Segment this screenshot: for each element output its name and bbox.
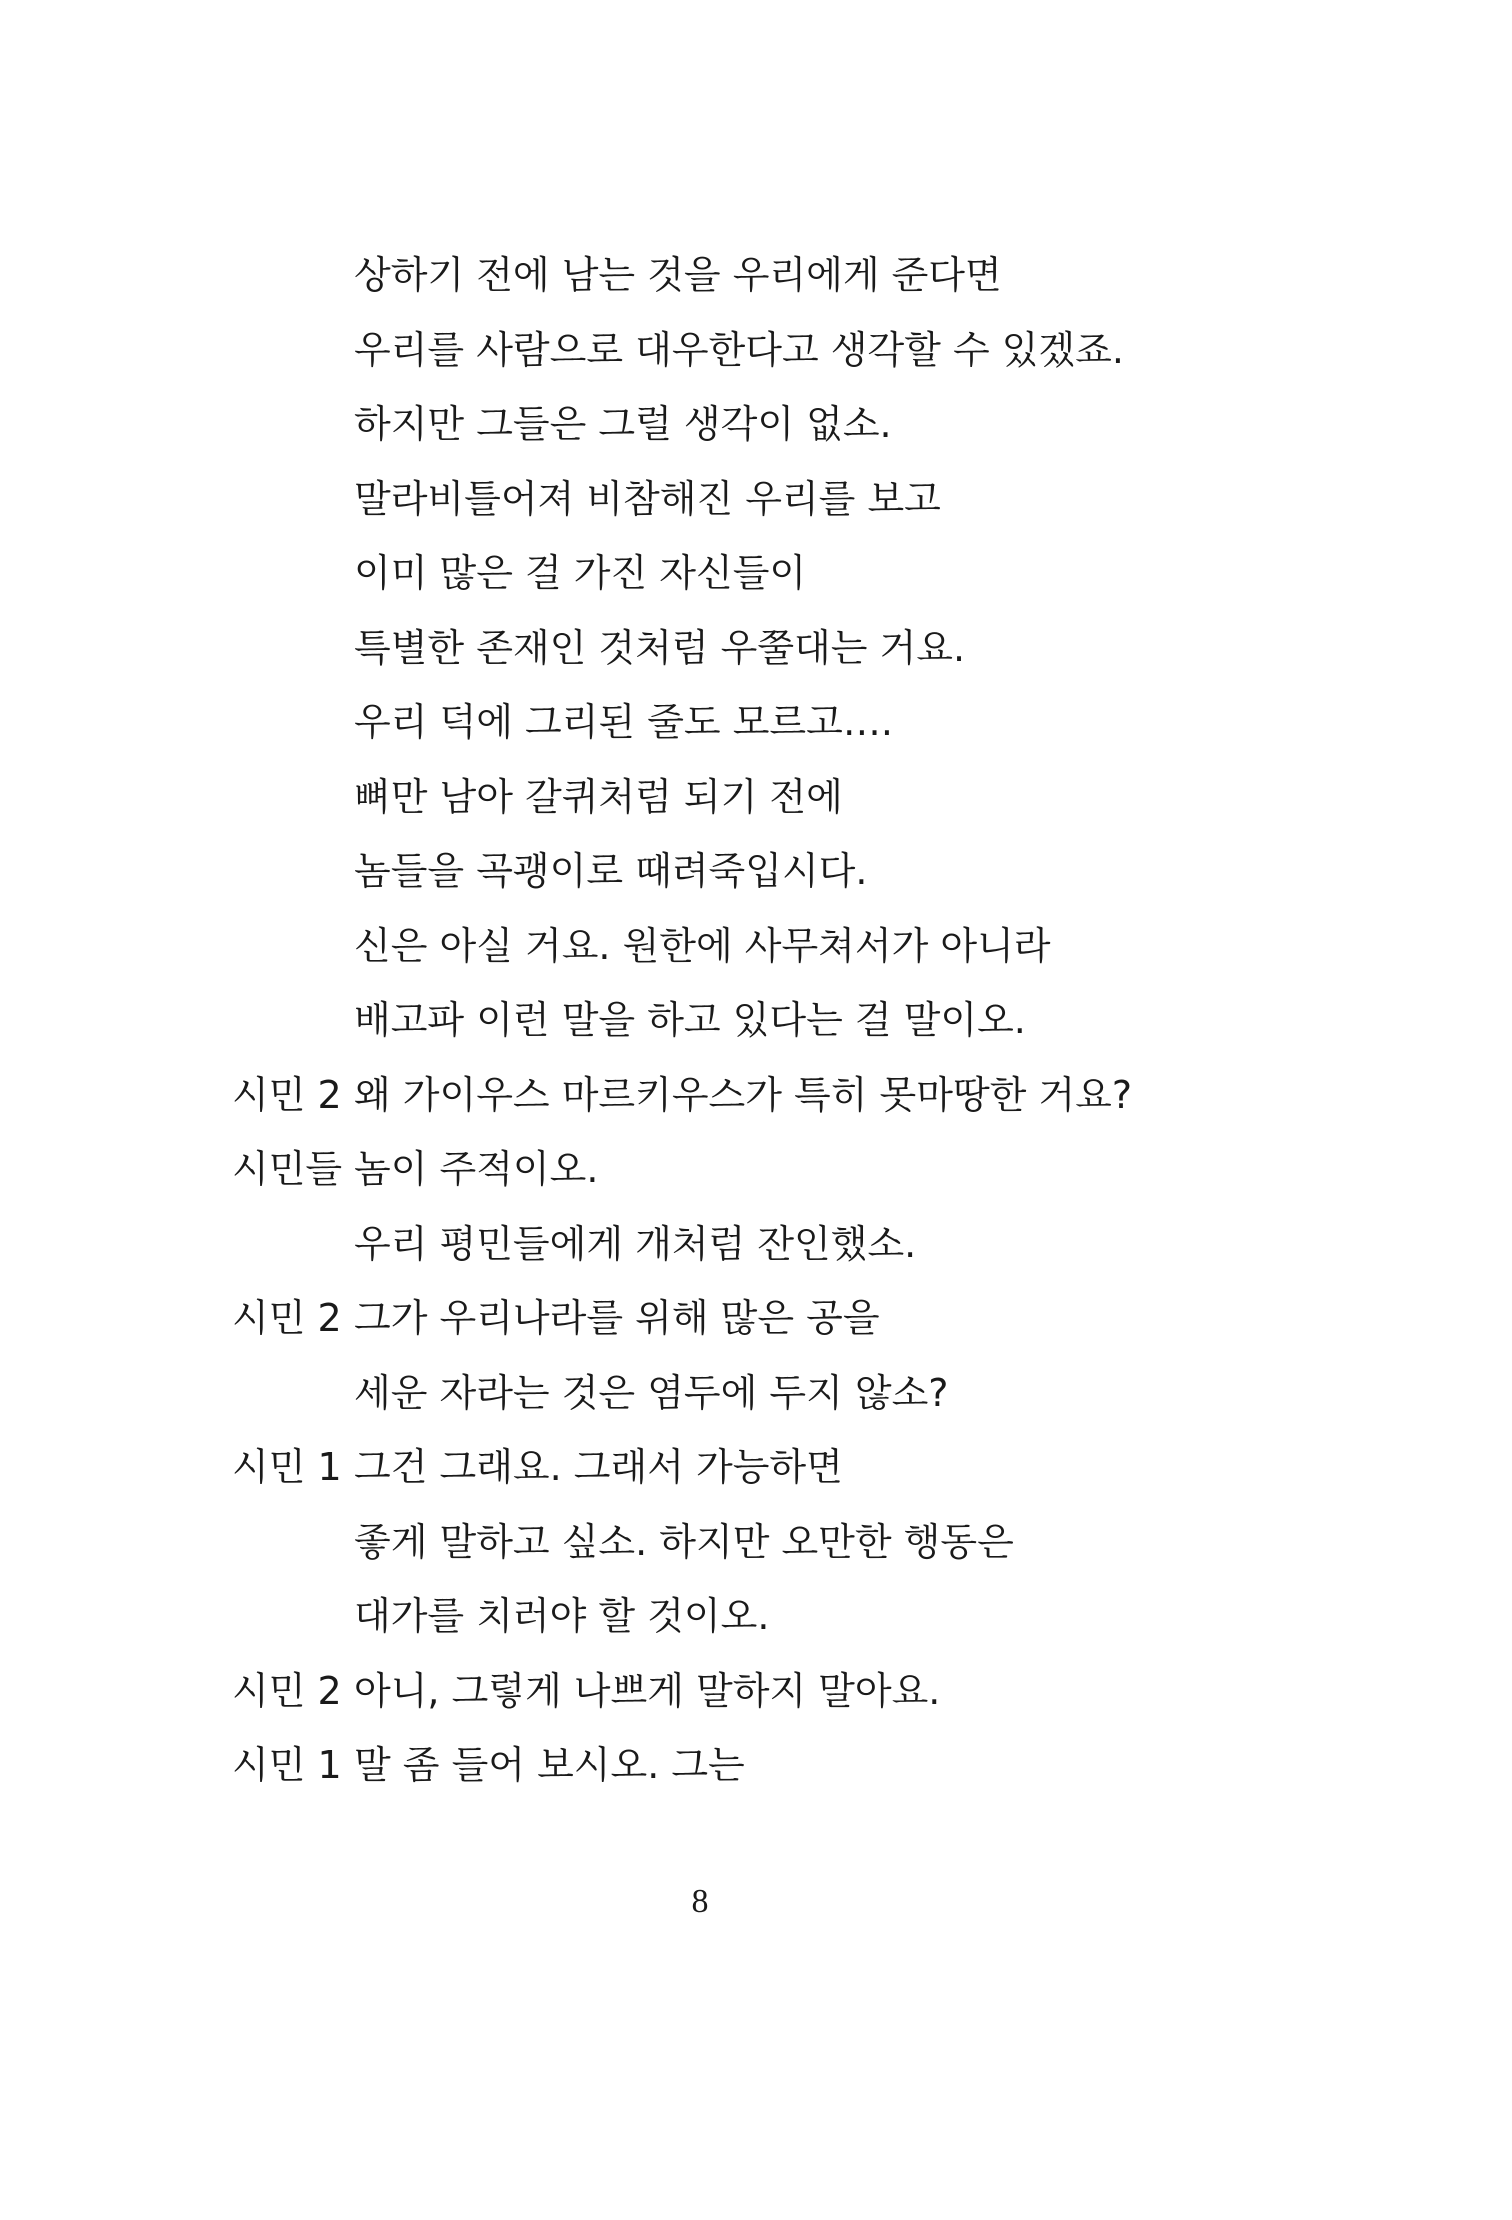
speaker-name: 시민들 [232, 1147, 343, 1191]
dialogue-text: 배고파 이런 말을 하고 있다는 걸 말이오. [354, 998, 1026, 1042]
page-number: 8 [691, 1883, 709, 1920]
speaker-name: 시민 1 [232, 1743, 342, 1787]
dialogue-line [0, 1512, 1512, 1587]
speaker-name: 시민 1 [232, 1445, 342, 1489]
dialogue-line [0, 841, 1512, 916]
dialogue-line [0, 1586, 1512, 1661]
dialogue-line [0, 320, 1512, 395]
dialogue-line [0, 1661, 1512, 1736]
dialogue-line [0, 692, 1512, 767]
dialogue-text: 아니, 그렇게 나쁘게 말하지 말아요. [354, 1668, 941, 1713]
dialogue-line [0, 543, 1512, 618]
speaker-name: 시민 2 [232, 1668, 342, 1713]
dialogue-text: 그건 그래요. 그래서 가능하면 [354, 1445, 843, 1489]
script-dialogue [0, 245, 1512, 1810]
dialogue-text: 세운 자라는 것은 염두에 두지 않소? [354, 1370, 949, 1415]
speaker-name: 시민 2 [232, 1072, 342, 1117]
dialogue-text: 하지만 그들은 그럴 생각이 없소. [354, 402, 892, 446]
dialogue-text: 말라비틀어져 비참해진 우리를 보고 [354, 476, 941, 521]
dialogue-text: 상하기 전에 남는 것을 우리에게 준다면 [354, 253, 1002, 297]
dialogue-line [0, 1363, 1512, 1438]
dialogue-text: 특별한 존재인 것처럼 우쭐대는 거요. [354, 625, 966, 670]
dialogue-text: 왜 가이우스 마르키우스가 특히 못마땅한 거요? [354, 1072, 1133, 1117]
dialogue-line [0, 1139, 1512, 1214]
dialogue-line [0, 1065, 1512, 1140]
dialogue-text: 놈들을 곡괭이로 때려죽입시다. [354, 849, 868, 893]
dialogue-text: 우리 평민들에게 개처럼 잔인했소. [354, 1221, 917, 1266]
dialogue-line [0, 394, 1512, 469]
dialogue-text: 말 좀 들어 보시오. 그는 [354, 1743, 745, 1787]
dialogue-line [0, 767, 1512, 842]
dialogue-text: 이미 많은 걸 가진 자신들이 [354, 551, 807, 595]
dialogue-line [0, 1735, 1512, 1810]
dialogue-line [0, 1288, 1512, 1363]
dialogue-text: 우리를 사람으로 대우한다고 생각할 수 있겠죠. [354, 327, 1124, 372]
dialogue-text: 신은 아실 거요. 원한에 사무쳐서가 아니라 [354, 923, 1051, 968]
dialogue-text: 놈이 주적이오. [354, 1147, 599, 1191]
dialogue-line [0, 990, 1512, 1065]
dialogue-line [0, 1437, 1512, 1512]
dialogue-line [0, 916, 1512, 991]
speaker-name: 시민 2 [232, 1296, 342, 1340]
dialogue-text: 뼈만 남아 갈퀴처럼 되기 전에 [354, 774, 843, 819]
dialogue-text: 좋게 말하고 싶소. 하지만 오만한 행동은 [354, 1519, 1014, 1564]
dialogue-line [0, 1214, 1512, 1289]
dialogue-line [0, 245, 1512, 320]
dialogue-text: 대가를 치러야 할 것이오. [354, 1594, 770, 1638]
dialogue-line [0, 469, 1512, 544]
dialogue-text: 그가 우리나라를 위해 많은 공을 [354, 1296, 880, 1340]
dialogue-line [0, 618, 1512, 693]
dialogue-text: 우리 덕에 그리된 줄도 모르고…. [354, 700, 893, 744]
